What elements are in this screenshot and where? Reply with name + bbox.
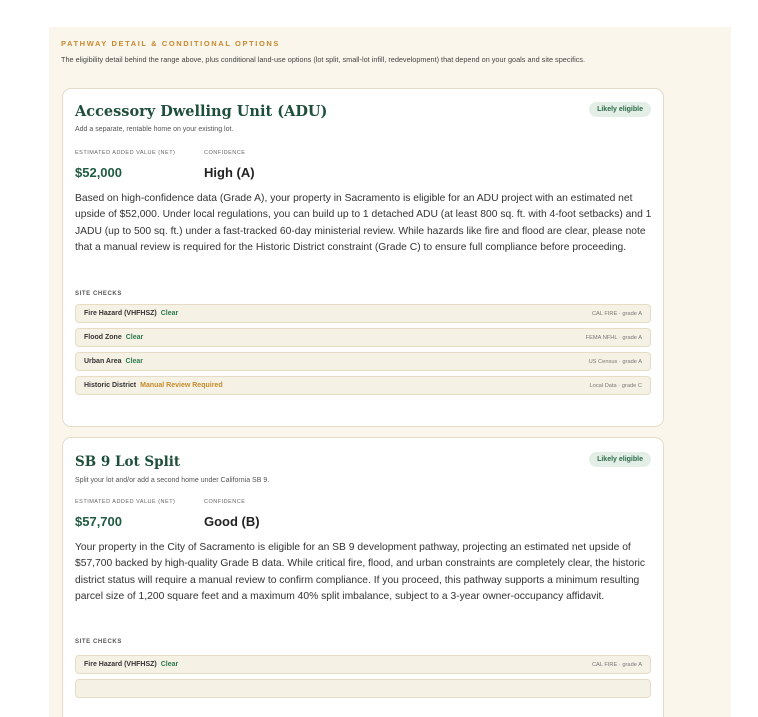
site-check-row xyxy=(75,376,651,395)
eligibility-badge: Likely eligible xyxy=(589,452,651,467)
site-checks-label: SITE CHECKS xyxy=(75,639,122,645)
pathway-title: SB 9 Lot Split xyxy=(75,454,181,470)
check-status: Clear xyxy=(160,661,179,668)
check-source: Local Data · grade C xyxy=(589,383,642,389)
estimated-value: $52,000 xyxy=(75,165,122,180)
check-source: US Census · grade A xyxy=(588,359,642,365)
pathway-subtitle: Add a separate, rentable home on your existing lot. xyxy=(75,126,234,133)
pathway-narrative: Your property in the City of Sacramento is eligible for an SB 9 development pathway, projecting an estimated net upside of $57,700 backed by high-quality Grade B data. While critical fire, flood, and urban constraints are completely clear, the historic district status will require a manual review to confirm compliance. If you proceed, this pathway supports a minimum resulting parcel size of 1,200 square feet and a maximum 40% split imbalance, subject to a 3-year owner-occupancy affidavit. xyxy=(75,542,646,602)
pathway-card-adu xyxy=(62,88,664,427)
check-name xyxy=(84,382,223,389)
check-name xyxy=(84,334,143,341)
confidence-label: CONFIDENCE xyxy=(204,499,246,505)
value-label: ESTIMATED ADDED VALUE (NET) xyxy=(75,150,176,156)
check-source: FEMA NFHL · grade A xyxy=(585,335,642,341)
eligibility-badge: Likely eligible xyxy=(589,102,651,117)
confidence-label: CONFIDENCE xyxy=(204,150,246,156)
check-title: Fire Hazard (VHFHSZ) xyxy=(84,661,157,668)
check-name xyxy=(84,310,178,317)
check-name xyxy=(84,358,143,365)
site-check-row xyxy=(75,679,651,698)
site-check-row xyxy=(75,655,651,674)
check-status: Clear xyxy=(125,334,144,341)
site-checks-list xyxy=(75,304,651,400)
pathway-narrative: Based on high-confidence data (Grade A), your property in Sacramento is eligible for an ADU project with an estimated net upside of $52,000. Under local regulations, you can build up to 1 detached ADU (at least 800 sq. ft. with 4-foot setbacks) and 1 JADU (up to 500 sq. ft.) under a fast-tracked 60-day ministerial review. While hazards like fire and flood are clear, please note that a manual review is required for the Historic District constraint (Grade C) to ensure full compliance before proceeding. xyxy=(75,193,652,253)
check-source: CAL FIRE · grade A xyxy=(591,662,642,668)
site-check-row xyxy=(75,328,651,347)
check-name xyxy=(84,685,88,692)
site-checks-label: SITE CHECKS xyxy=(75,291,122,297)
site-check-row xyxy=(75,352,651,371)
check-status: Clear xyxy=(125,358,143,365)
check-title: Urban Area xyxy=(84,358,122,365)
confidence-value: Good (B) xyxy=(204,514,260,529)
value-label: ESTIMATED ADDED VALUE (NET) xyxy=(75,499,176,505)
estimated-value: $57,700 xyxy=(75,514,122,529)
section-description: The eligibility detail behind the range above, plus conditional land-use options (lot split, small-lot infill, redevelopment) that depend on your goals and site specifics. xyxy=(61,55,586,64)
section-heading: PATHWAY DETAIL & CONDITIONAL OPTIONS xyxy=(61,39,280,48)
pathway-detail-panel xyxy=(49,27,731,717)
pathway-subtitle: Split your lot and/or add a second home under California SB 9. xyxy=(75,477,270,484)
site-check-row xyxy=(75,304,651,323)
check-status: Manual Review Required xyxy=(140,382,223,389)
check-title: Fire Hazard (VHFHSZ) xyxy=(84,310,157,317)
site-checks-list xyxy=(75,655,651,703)
pathway-title: Accessory Dwelling Unit (ADU) xyxy=(75,103,328,120)
check-title: Flood Zone xyxy=(84,334,122,341)
check-title: Historic District xyxy=(84,382,137,389)
pathway-card-sb9 xyxy=(62,437,664,717)
check-status: Clear xyxy=(160,310,179,317)
check-source: CAL FIRE · grade A xyxy=(591,311,642,317)
check-name xyxy=(84,661,178,668)
confidence-value: High (A) xyxy=(204,165,255,180)
